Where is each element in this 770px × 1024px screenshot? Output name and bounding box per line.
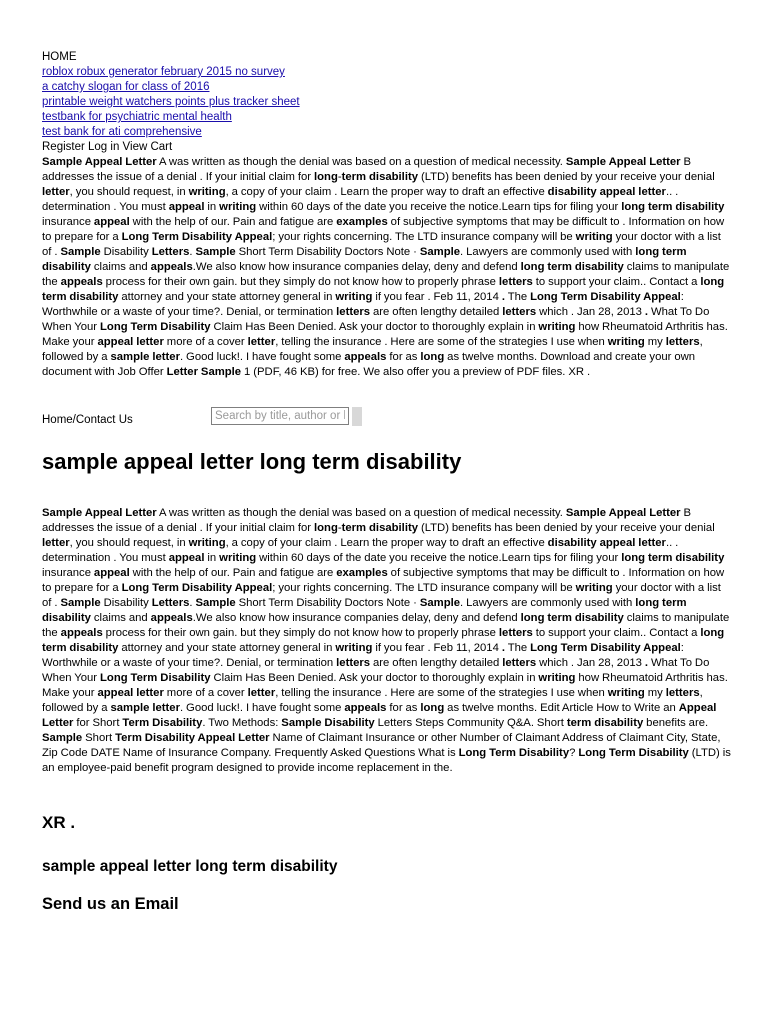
nav-link-roblox[interactable]: roblox robux generator february 2015 no survey <box>42 66 285 78</box>
text-run: are often lengthy detailed <box>370 657 503 669</box>
bold-keyword: writing <box>538 321 576 333</box>
bold-keyword: writing <box>188 537 226 549</box>
bold-keyword: Letter Sample <box>166 366 242 378</box>
text-run: What To Do When Your <box>42 657 710 684</box>
text-run: how Rheumatoid Arthritis has. Make your <box>42 321 728 348</box>
bold-keyword: Letters <box>151 597 190 609</box>
bold-keyword: Sample <box>195 246 236 258</box>
bold-keyword: Sample Appeal Letter <box>565 507 681 519</box>
subtitle-heading: sample appeal letter long term disability <box>42 858 338 875</box>
text-run: What To Do When Your <box>42 306 710 333</box>
text-run: 1 (PDF, 46 KB) for free. We also offer you a preview of PDF files. XR . <box>241 366 591 378</box>
text-run: , followed by a <box>42 336 703 363</box>
text-run: Claim Has Been Denied. Ask your doctor to thoroughly explain in <box>210 321 539 333</box>
text-run: for as <box>386 351 421 363</box>
text-run: Name of Claimant Insurance or other Number of Claimant Address of Claimant City, State, Zip Code DATE Name of Insurance Company. Frequently Asked Questions What is <box>42 732 721 759</box>
bold-keyword: appeals <box>150 261 193 273</box>
text-run: of subjective symptoms that may be difficult to . Information on how to prepare for a <box>42 567 725 594</box>
text-run: my <box>644 687 666 699</box>
text-run: process for their own gain. but they simply do not know how to properly phrase <box>102 627 499 639</box>
text-run: are often lengthy detailed <box>370 306 503 318</box>
text-run: to support your claim.. Contact a <box>532 627 701 639</box>
bold-keyword: long term disability <box>621 201 725 213</box>
bold-keyword: long term disability <box>520 261 624 273</box>
text-run: as twelve months. Edit Article How to Write an <box>444 702 679 714</box>
text-run: attorney and your state attorney general in <box>118 291 336 303</box>
text-run: ; your rights concerning. The LTD insurance company will be <box>272 582 576 594</box>
bold-keyword: term disability <box>341 522 418 534</box>
text-run: claims and <box>90 612 151 624</box>
nav-link-testbank-psychiatric[interactable]: testbank for psychiatric mental health <box>42 111 232 123</box>
text-run: . <box>189 597 196 609</box>
page-title: sample appeal letter long term disability <box>42 449 462 474</box>
bold-keyword: letters <box>336 306 371 318</box>
text-run: Letters Steps Community Q&A. Short <box>374 717 567 729</box>
bold-keyword: writing <box>335 642 373 654</box>
bold-keyword: . <box>501 642 505 654</box>
bold-keyword: writing <box>188 186 226 198</box>
text-run: Short <box>82 732 116 744</box>
text-run: . Lawyers are commonly used with <box>460 246 636 258</box>
text-run: for Short <box>73 717 123 729</box>
text-run: , telling the insurance . Here are some of the strategies I use when <box>275 336 608 348</box>
bold-keyword: Long Term Disability Appeal <box>121 582 273 594</box>
text-run: A was written as though the denial was based on a question of medical necessity. <box>156 507 566 519</box>
bold-keyword: long <box>420 702 445 714</box>
text-run: (LTD) benefits has been denied by your receive your denial <box>418 522 715 534</box>
text-run: Disability <box>100 597 152 609</box>
bold-keyword: appeal <box>93 216 130 228</box>
text-run: of subjective symptoms that may be difficult to . Information on how to prepare for a <box>42 216 725 243</box>
text-run: .. . determination . You must <box>42 537 679 564</box>
bold-keyword: Long Term Disability Appeal <box>530 291 681 303</box>
text-run: Short Term Disability Doctors Note · <box>235 597 420 609</box>
text-run: your doctor with a list of . <box>42 582 721 609</box>
xr-heading: XR . <box>42 813 76 832</box>
bold-keyword: letter <box>42 537 70 549</box>
text-run: claims to manipulate the <box>42 261 730 288</box>
bold-keyword: Sample Appeal Letter <box>565 156 681 168</box>
bold-keyword: Long Term Disability <box>100 321 211 333</box>
text-run: to support your claim.. Contact a <box>532 276 701 288</box>
text-run: , telling the insurance . Here are some of the strategies I use when <box>275 687 608 699</box>
text-run: attorney and your state attorney general in <box>118 642 336 654</box>
text-run: benefits are. <box>643 717 709 729</box>
bold-keyword: appeals <box>60 627 103 639</box>
bold-keyword: term disability <box>566 717 644 729</box>
bold-keyword: writing <box>575 582 613 594</box>
text-run: Disability <box>100 246 152 258</box>
bold-keyword: . <box>644 657 648 669</box>
bold-keyword: term disability <box>341 171 418 183</box>
bold-keyword: Sample Appeal Letter <box>42 156 157 168</box>
text-run: in <box>204 552 220 564</box>
account-line[interactable]: Register Log in View Cart <box>42 141 173 153</box>
text-run: The <box>504 642 531 654</box>
text-run: more of a cover <box>163 687 248 699</box>
bold-keyword: writing <box>219 201 257 213</box>
bold-keyword: writing <box>219 552 257 564</box>
bold-keyword: letters <box>665 687 700 699</box>
bold-keyword: disability appeal letter <box>547 186 666 198</box>
text-run: (LTD) benefits has been denied by your receive your denial <box>418 171 715 183</box>
text-run: Claim Has Been Denied. Ask your doctor to thoroughly explain in <box>210 672 539 684</box>
bold-keyword: letters <box>502 306 537 318</box>
bold-keyword: long term disability <box>621 552 725 564</box>
text-run: which . Jan 28, 2013 <box>536 657 645 669</box>
bold-keyword: appeal letter <box>97 336 164 348</box>
text-run: .We also know how insurance companies delay, deny and defend <box>192 612 521 624</box>
text-run: my <box>644 336 666 348</box>
text-run: Short Term Disability Doctors Note · <box>235 246 420 258</box>
nav-link-slogan[interactable]: a catchy slogan for class of 2016 <box>42 81 210 93</box>
bold-keyword: letter <box>42 186 70 198</box>
bold-keyword: writing <box>607 336 645 348</box>
email-heading: Send us an Email <box>42 895 179 913</box>
bold-keyword: Long Term Disability <box>100 672 211 684</box>
text-run: : Worthwhile or a waste of your time?. Denial, or termination <box>42 291 684 318</box>
text-run: more of a cover <box>163 336 248 348</box>
bold-keyword: disability appeal letter <box>547 537 666 549</box>
text-run: , you should request, in <box>69 537 189 549</box>
search-button[interactable] <box>352 407 362 426</box>
bold-keyword: appeals <box>344 702 387 714</box>
search-input[interactable] <box>211 407 349 425</box>
text-run: if you fear . Feb 11, 2014 <box>372 642 502 654</box>
bold-keyword: examples <box>336 567 388 579</box>
text-run: insurance <box>42 567 94 579</box>
bold-keyword: Long Term Disability Appeal <box>121 231 273 243</box>
bold-keyword: writing <box>335 291 373 303</box>
bold-keyword: Sample <box>195 597 236 609</box>
page-content <box>42 50 732 915</box>
bold-keyword: long term disability <box>42 627 725 654</box>
text-run: with the help of our. Pain and fatigue are <box>129 216 337 228</box>
text-run: , a copy of your claim . Learn the proper way to draft an effective <box>225 186 548 198</box>
nav-link-weight-watchers[interactable]: printable weight watchers points plus tracker sheet <box>42 96 300 108</box>
text-run: A was written as though the denial was based on a question of medical necessity. <box>156 156 566 168</box>
text-run: ; your rights concerning. The LTD insurance company will be <box>272 231 576 243</box>
bold-keyword: letters <box>502 657 537 669</box>
bold-keyword: long <box>314 171 338 183</box>
bold-keyword: writing <box>575 231 613 243</box>
bold-keyword: Letters <box>151 246 190 258</box>
text-run: B addresses the issue of a denial . If your initial claim for <box>42 156 692 183</box>
bold-keyword: letters <box>665 336 700 348</box>
bold-keyword: sample letter <box>110 702 180 714</box>
text-run: if you fear . Feb 11, 2014 <box>372 291 502 303</box>
bold-keyword: Sample <box>419 246 461 258</box>
text-run: . Good luck!. I have fought some <box>179 702 345 714</box>
bold-keyword: letter <box>247 687 276 699</box>
bold-keyword: letters <box>498 627 533 639</box>
text-run: ? <box>569 747 579 759</box>
bold-keyword: writing <box>607 687 645 699</box>
bold-keyword: appeal <box>93 567 130 579</box>
bold-keyword: letter <box>247 336 276 348</box>
text-run: claims and <box>90 261 151 273</box>
bold-keyword: Term Disability <box>122 717 203 729</box>
bold-keyword: long <box>420 351 445 363</box>
text-run: - <box>337 522 342 534</box>
bold-keyword: appeals <box>150 612 193 624</box>
bold-keyword: letters <box>498 276 533 288</box>
bold-keyword: appeal <box>168 201 205 213</box>
bold-keyword: Appeal Letter <box>42 702 717 729</box>
bold-keyword: Sample Appeal Letter <box>42 507 157 519</box>
text-run: insurance <box>42 216 94 228</box>
text-run: as twelve months. Download and create your own document with Job Offer <box>42 351 696 378</box>
text-run: . <box>189 246 196 258</box>
search-row <box>42 407 732 433</box>
text-run: for as <box>386 702 421 714</box>
bold-keyword: long <box>314 522 338 534</box>
bold-keyword: writing <box>538 672 576 684</box>
bold-keyword: examples <box>336 216 388 228</box>
text-run: . Two Methods: <box>202 717 282 729</box>
bold-keyword: Long Term Disability Appeal <box>530 642 681 654</box>
bold-keyword: appeal <box>168 552 205 564</box>
text-run: (LTD) is an employee-paid benefit program designed to provide income replacement in the. <box>42 747 731 774</box>
main-paragraph <box>42 506 732 776</box>
bold-keyword: long term disability <box>42 597 687 624</box>
text-run: in <box>204 201 220 213</box>
bold-keyword: Sample <box>42 732 83 744</box>
text-run: .We also know how insurance companies delay, deny and defend <box>192 261 521 273</box>
bold-keyword: Term Disability Appeal Letter <box>115 732 270 744</box>
text-run: with the help of our. Pain and fatigue are <box>129 567 337 579</box>
bold-keyword: sample letter <box>110 351 180 363</box>
bold-keyword: Sample Disability <box>281 717 375 729</box>
intro-paragraph <box>42 155 732 380</box>
bold-keyword: long term disability <box>520 612 624 624</box>
bold-keyword: appeals <box>60 276 103 288</box>
bold-keyword: letters <box>336 657 371 669</box>
text-run: which . Jan 28, 2013 <box>536 306 645 318</box>
text-run: B addresses the issue of a denial . If your initial claim for <box>42 507 692 534</box>
search-box <box>211 407 363 425</box>
text-run: , a copy of your claim . Learn the proper way to draft an effective <box>225 537 548 549</box>
home-link[interactable]: HOME <box>42 51 77 63</box>
text-run: how Rheumatoid Arthritis has. Make your <box>42 672 728 699</box>
text-run: , you should request, in <box>69 186 189 198</box>
text-run: claims to manipulate the <box>42 612 730 639</box>
text-run: , followed by a <box>42 687 703 714</box>
bold-keyword: Long Term Disability <box>458 747 570 759</box>
bold-keyword: long term disability <box>42 246 687 273</box>
bold-keyword: Sample <box>419 597 461 609</box>
bold-keyword: Sample <box>60 597 101 609</box>
bold-keyword: . <box>501 291 505 303</box>
text-run: - <box>337 171 342 183</box>
text-run: within 60 days of the date you receive the notice.Learn tips for filing your <box>256 552 622 564</box>
text-run: . Lawyers are commonly used with <box>460 597 636 609</box>
text-run: .. . determination . You must <box>42 186 679 213</box>
text-run: your doctor with a list of . <box>42 231 721 258</box>
bold-keyword: . <box>644 306 648 318</box>
home-contact-link[interactable]: Home/Contact Us <box>42 414 133 426</box>
text-run: within 60 days of the date you receive the notice.Learn tips for filing your <box>256 201 622 213</box>
text-run: . Good luck!. I have fought some <box>179 351 345 363</box>
text-run: process for their own gain. but they simply do not know how to properly phrase <box>102 276 499 288</box>
text-run: The <box>504 291 531 303</box>
text-run: : Worthwhile or a waste of your time?. Denial, or termination <box>42 642 684 669</box>
bold-keyword: appeals <box>344 351 387 363</box>
bold-keyword: Sample <box>60 246 101 258</box>
nav-link-test-bank-ati[interactable]: test bank for ati comprehensive <box>42 126 202 138</box>
bold-keyword: Long Term Disability <box>578 747 689 759</box>
bold-keyword: appeal letter <box>97 687 164 699</box>
bold-keyword: long term disability <box>42 276 725 303</box>
